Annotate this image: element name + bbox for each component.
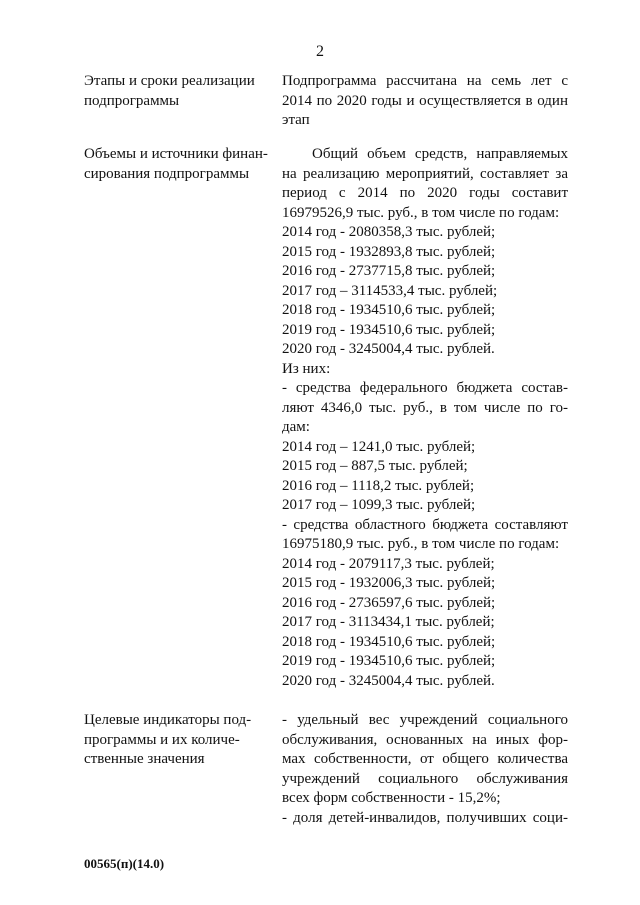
regional-year-line: 2015 год - 1932006,3 тыс. рублей; (282, 575, 496, 591)
label-line: Объемы и источники финан- (84, 146, 268, 162)
regional-year-line: 2018 год - 1934510,6 тыс. рублей; (282, 633, 496, 650)
text-line: Из них: (282, 360, 331, 377)
funding-year-line: 2016 год - 2737715,8 тыс. рублей; (282, 263, 496, 279)
funding-year-line: 2014 год - 2080358,3 тыс. рублей; (282, 224, 496, 240)
text-line: на реализацию мероприятий, составляет за (282, 165, 568, 182)
row-content (282, 145, 568, 691)
regional-year-line: 2016 год - 2736597,6 тыс. рублей; (282, 594, 496, 611)
text-line: учреждений социального обслуживания (282, 770, 568, 787)
label-line: Этапы и сроки реализации (84, 73, 255, 89)
federal-year-line: 2016 год – 1118,2 тыс. рублей; (282, 477, 475, 494)
text-line: 16979526,9 тыс. руб., в том числе по годам: (282, 204, 560, 221)
federal-year-line: 2017 год – 1099,3 тыс. рублей; (282, 497, 476, 513)
row-content (282, 72, 568, 131)
text-line: - средства областного бюджета составляют (282, 516, 568, 533)
text-line: 2014 по 2020 годы и осуществляется в один (282, 92, 568, 109)
row-label (84, 711, 264, 770)
text-line: ляют 4346,0 тыс. руб., в том числе по го- (282, 399, 568, 416)
funding-year-line: 2017 год – 3114533,4 тыс. рублей; (282, 282, 498, 299)
federal-year-line: 2014 год – 1241,0 тыс. рублей; (282, 438, 476, 455)
label-line: подпрограммы (84, 92, 180, 109)
funding-year-line: 2018 год - 1934510,6 тыс. рублей; (282, 302, 496, 318)
text-line: обслуживания, основанных на иных фор- (282, 731, 568, 748)
funding-year-line: 2020 год - 3245004,4 тыс. рублей. (282, 341, 495, 357)
text-line: - удельный вес учреждений социального (282, 712, 568, 728)
text-line: период с 2014 по 2020 годы составит (282, 185, 568, 201)
funding-year-line: 2015 год - 1932893,8 тыс. рублей; (282, 243, 496, 260)
row-label (84, 72, 264, 111)
text-line: 16975180,9 тыс. руб., в том числе по годам: (282, 536, 560, 552)
row-label (84, 145, 268, 184)
text-line: - средства федерального бюджета состав- (282, 380, 568, 396)
regional-year-line: 2019 год - 1934510,6 тыс. рублей; (282, 653, 496, 669)
regional-year-line: 2017 год - 3113434,1 тыс. рублей; (282, 614, 495, 630)
text-line: дам: (282, 419, 310, 435)
text-line: - доля детей-инвалидов, получивших соци- (282, 809, 568, 826)
row-content (282, 711, 568, 828)
page-number: 2 (316, 43, 324, 60)
label-line: ственные значения (84, 751, 205, 767)
federal-year-line: 2015 год – 887,5 тыс. рублей; (282, 458, 468, 474)
text-line: этап (282, 112, 310, 128)
regional-year-line: 2014 год - 2079117,3 тыс. рублей; (282, 555, 495, 572)
document-code: 00565(п)(14.0) (84, 856, 165, 871)
regional-year-line: 2020 год - 3245004,4 тыс. рублей. (282, 672, 495, 689)
text-line: всех форм собственности - 15,2%; (282, 790, 501, 806)
label-line: сирования подпрограммы (84, 165, 250, 182)
text-line: мах собственности, от общего количества (282, 751, 568, 767)
text-line: Подпрограмма рассчитана на семь лет с (282, 73, 568, 89)
text-line: Общий объем средств, направляемых (312, 146, 568, 162)
label-line: Целевые индикаторы под- (84, 712, 252, 728)
funding-year-line: 2019 год - 1934510,6 тыс. рублей; (282, 321, 496, 338)
label-line: программы и их количе- (84, 731, 240, 748)
